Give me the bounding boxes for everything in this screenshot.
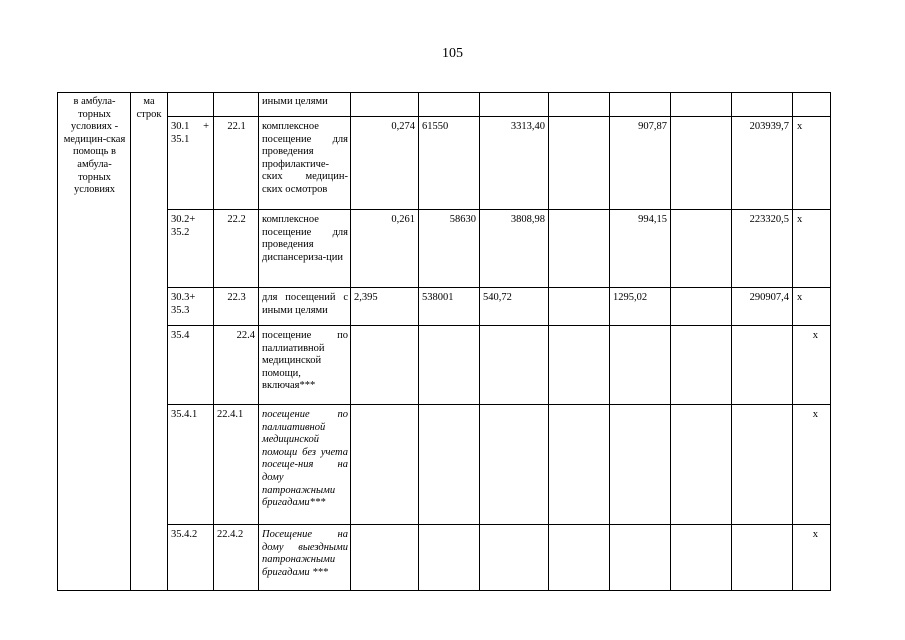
table-row <box>58 288 831 326</box>
code-cell: 35.4.1 <box>168 405 214 525</box>
value-cell <box>480 93 549 117</box>
table-row <box>58 525 831 591</box>
code-cell: 30.2+ 35.2 <box>168 210 214 288</box>
value-cell: 0,261 <box>351 210 419 288</box>
value-cell <box>351 326 419 405</box>
value-cell: 61550 <box>419 117 480 210</box>
value-cell: 538001 <box>419 288 480 326</box>
value-cell <box>351 93 419 117</box>
value-cell <box>671 210 732 288</box>
value-cell <box>671 525 732 591</box>
value-cell <box>610 93 671 117</box>
value-cell: 1295,02 <box>610 288 671 326</box>
rownum-cell: 22.1 <box>214 117 259 210</box>
value-cell <box>480 405 549 525</box>
x-cell: х <box>793 326 831 405</box>
value-cell <box>671 326 732 405</box>
value-cell <box>671 117 732 210</box>
value-cell <box>549 93 610 117</box>
rownum-cell: 22.3 <box>214 288 259 326</box>
value-cell: 994,15 <box>610 210 671 288</box>
value-cell <box>419 405 480 525</box>
value-cell <box>732 525 793 591</box>
rownum-cell: 22.4 <box>214 326 259 405</box>
x-cell: х <box>793 525 831 591</box>
value-cell <box>671 405 732 525</box>
value-cell: 540,72 <box>480 288 549 326</box>
x-cell: х <box>793 210 831 288</box>
value-cell: 3808,98 <box>480 210 549 288</box>
x-cell: х <box>793 288 831 326</box>
value-cell <box>671 288 732 326</box>
value-cell <box>549 525 610 591</box>
name-cell: комплексное посещение для проведения профилактиче-ских медицин-ских осмотров <box>259 117 351 210</box>
value-cell <box>610 405 671 525</box>
value-cell: 223320,5 <box>732 210 793 288</box>
rownum-cell: 22.4.1 <box>214 405 259 525</box>
value-cell <box>610 326 671 405</box>
value-cell <box>419 525 480 591</box>
code-cell: 30.1 + 35.1 <box>168 117 214 210</box>
value-cell: 290907,4 <box>732 288 793 326</box>
table-row <box>58 326 831 405</box>
code-cell <box>168 93 214 117</box>
value-cell <box>351 525 419 591</box>
value-cell <box>419 93 480 117</box>
value-cell <box>549 288 610 326</box>
table-row <box>58 210 831 288</box>
value-cell <box>351 405 419 525</box>
x-cell: х <box>793 117 831 210</box>
x-cell: х <box>793 405 831 525</box>
value-cell <box>549 117 610 210</box>
value-cell <box>549 326 610 405</box>
name-cell: посещение по паллиативной медицинской помощи без учета посеще-ния на дому патронажными бригадами*** <box>259 405 351 525</box>
name-cell: посещение по паллиативной медицинской помощи, включая*** <box>259 326 351 405</box>
data-table <box>57 92 831 591</box>
value-cell <box>419 326 480 405</box>
rownum-cell: 22.2 <box>214 210 259 288</box>
code-cell: 35.4.2 <box>168 525 214 591</box>
value-cell <box>732 326 793 405</box>
table-row <box>58 117 831 210</box>
table-row <box>58 93 831 117</box>
value-cell <box>732 93 793 117</box>
value-cell: 203939,7 <box>732 117 793 210</box>
name-cell: Посещение на дому выездными патронажными бригадами *** <box>259 525 351 591</box>
value-cell <box>549 210 610 288</box>
page-number: 105 <box>442 46 463 61</box>
code-cell: 35.4 <box>168 326 214 405</box>
value-cell <box>549 405 610 525</box>
value-cell: 3313,40 <box>480 117 549 210</box>
value-cell <box>480 525 549 591</box>
value-cell: 58630 <box>419 210 480 288</box>
unit-cell: ма строк <box>131 93 168 591</box>
table-row <box>58 405 831 525</box>
name-cell: для посещений с иными целями <box>259 288 351 326</box>
value-cell <box>610 525 671 591</box>
rownum-cell: 22.4.2 <box>214 525 259 591</box>
name-cell: комплексное посещение для проведения диспансериза-ции <box>259 210 351 288</box>
value-cell: 0,274 <box>351 117 419 210</box>
name-cell: иными целями <box>259 93 351 117</box>
value-cell: 907,87 <box>610 117 671 210</box>
category-cell: в амбула-торных условиях - медицин-ская помощь в амбула-торных условиях <box>58 93 131 591</box>
value-cell <box>671 93 732 117</box>
code-cell: 30.3+ 35.3 <box>168 288 214 326</box>
value-cell <box>732 405 793 525</box>
rownum-cell <box>214 93 259 117</box>
value-cell <box>480 326 549 405</box>
value-cell: 2,395 <box>351 288 419 326</box>
x-cell <box>793 93 831 117</box>
